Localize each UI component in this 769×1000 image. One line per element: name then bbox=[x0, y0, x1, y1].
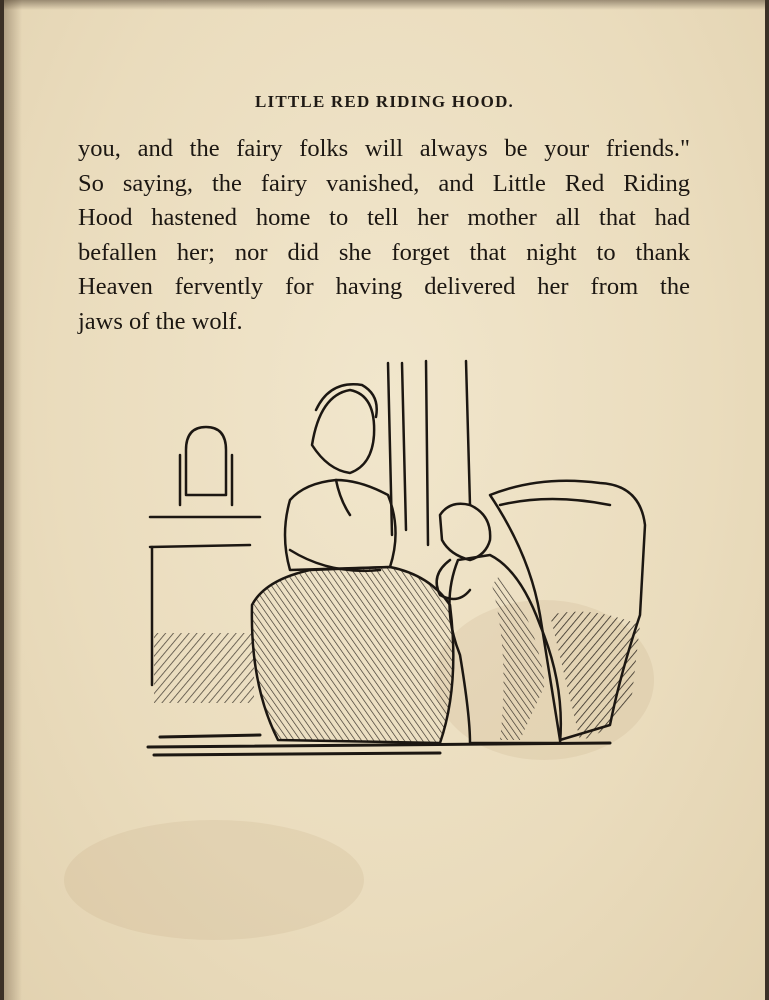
engraving-mother-and-kneeling-child bbox=[140, 355, 650, 770]
text-line: Hood hastened home to tell her mother all that had bbox=[78, 204, 690, 231]
text-line: So saying, the fairy vanished, and Little Red Riding bbox=[78, 169, 690, 197]
paper-stain bbox=[64, 820, 364, 940]
seated-mother bbox=[252, 384, 453, 743]
shadow-hatching bbox=[154, 633, 254, 703]
door-frame bbox=[388, 361, 470, 545]
spine-shadow bbox=[4, 0, 22, 1000]
engraving-illustration bbox=[140, 355, 650, 770]
text-line: jaws of the wolf. bbox=[78, 307, 243, 335]
text-line: befallen her; nor did she forget that night to thank bbox=[78, 238, 690, 266]
top-edge-shadow bbox=[4, 0, 765, 10]
running-header: LITTLE RED RIDING HOOD. bbox=[254, 92, 515, 111]
body-text bbox=[78, 132, 690, 339]
book-page bbox=[4, 0, 765, 1000]
text-line: Heaven fervently for having delivered her from the bbox=[78, 273, 690, 300]
text-line: you, and the fairy folks will always be your friends." bbox=[78, 135, 690, 162]
